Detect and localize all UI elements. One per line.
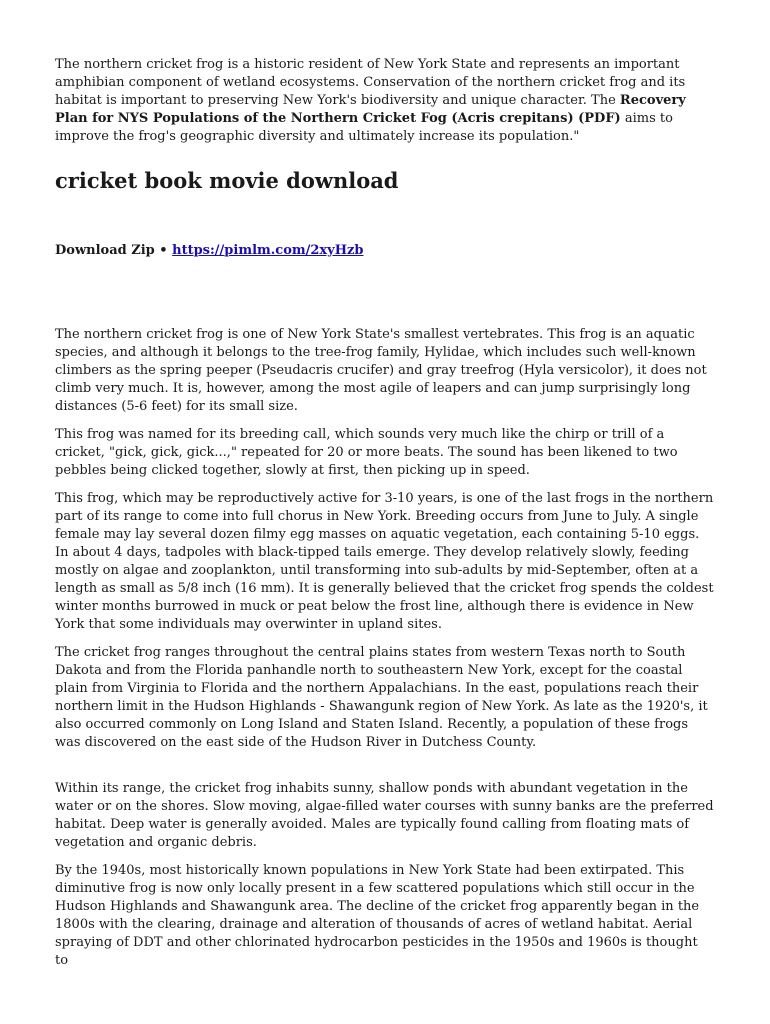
- download-label: Download Zip •: [55, 243, 173, 258]
- page-title: cricket book movie download: [55, 168, 399, 193]
- body-paragraph-call: This frog was named for its breeding call, which sounds very much like the chirp or trill of a cricket, "gick, gick, gick...," repeated for 20 or more beats. The sound has been likened to two pebbles being clicked together, slowly at first, then picking up in speed.: [55, 427, 678, 478]
- recovery-plan-bold-text: Recovery Plan for NYS Populations of the Northern Cricket Fog (Acris crepitans) (PDF): [55, 93, 686, 126]
- intro-lead-text: The northern cricket frog is a historic resident of New York State and represents an important amphibian component of wetland ecosystems. Conservation of the northern cricket frog and its habitat is important to preserving New York's biodiversity and unique character. The: [55, 57, 686, 108]
- body-paragraph-breeding: This frog, which may be reproductively active for 3-10 years, is one of the last frogs in the northern part of its range to come into full chorus in New York. Breeding occurs from June to July. A single female may lay several dozen filmy egg masses on aquatic vegetation, each containing 5-10 eggs. In about 4 days, tadpoles with black-tipped tails emerge. They develop relatively slowly, feeding mostly on algae and zooplankton, until transforming into sub-adults by mid-September, often at a length as small as 5/8 inch (16 mm). It is generally believed that the cricket frog spends the coldest winter months burrowed in muck or peat below the frost line, although there is evidence in New York that some individuals may overwinter in upland sites.: [55, 491, 714, 632]
- body-paragraph-range: The cricket frog ranges throughout the central plains states from western Texas north to South Dakota and from the Florida panhandle north to southeastern New York, except for the coastal plain from Virginia to Florida and the northern Appalachians. In the east, populations reach their northern limit in the Hudson Highlands - Shawangunk region of New York. As late as the 1920's, it also occurred commonly on Long Island and Staten Island. Recently, a population of these frogs was discovered on the east side of the Hudson River in Dutchess County.: [55, 645, 708, 750]
- intro-tail-text: aims to improve the frog's geographic diversity and ultimately increase its population.": [55, 111, 673, 144]
- body-paragraph-decline: By the 1940s, most historically known populations in New York State had been extirpated. This diminutive frog is now only locally present in a few scattered populations which still occur in the Hudson Highlands and Shawangunk area. The decline of the cricket frog apparently began in the 1800s with the clearing, drainage and alteration of thousands of acres of wetland habitat. Aerial spraying of DDT and other chlorinated hydrocarbon pesticides in the 1950s and 1960s is thought to: [55, 863, 700, 968]
- intro-paragraph: [55, 56, 714, 146]
- download-link[interactable]: https://pimlm.com/2xyHzb: [172, 243, 364, 258]
- body-paragraph-size: The northern cricket frog is one of New York State's smallest vertebrates. This frog is an aquatic species, and although it belongs to the tree-frog family, Hylidae, which includes such well-known climbers as the spring peeper (Pseudacris crucifer) and gray treefrog (Hyla versicolor), it does not climb very much. It is, however, among the most agile of leapers and can jump surprisingly long distances (5-6 feet) for its small size.: [55, 327, 707, 414]
- download-line: [55, 242, 714, 260]
- body-paragraph-habitat: Within its range, the cricket frog inhabits sunny, shallow ponds with abundant vegetation in the water or on the shores. Slow moving, algae-filled water courses with sunny banks are the preferred habitat. Deep water is generally avoided. Males are typically found calling from floating mats of vegetation and organic debris.: [55, 781, 714, 850]
